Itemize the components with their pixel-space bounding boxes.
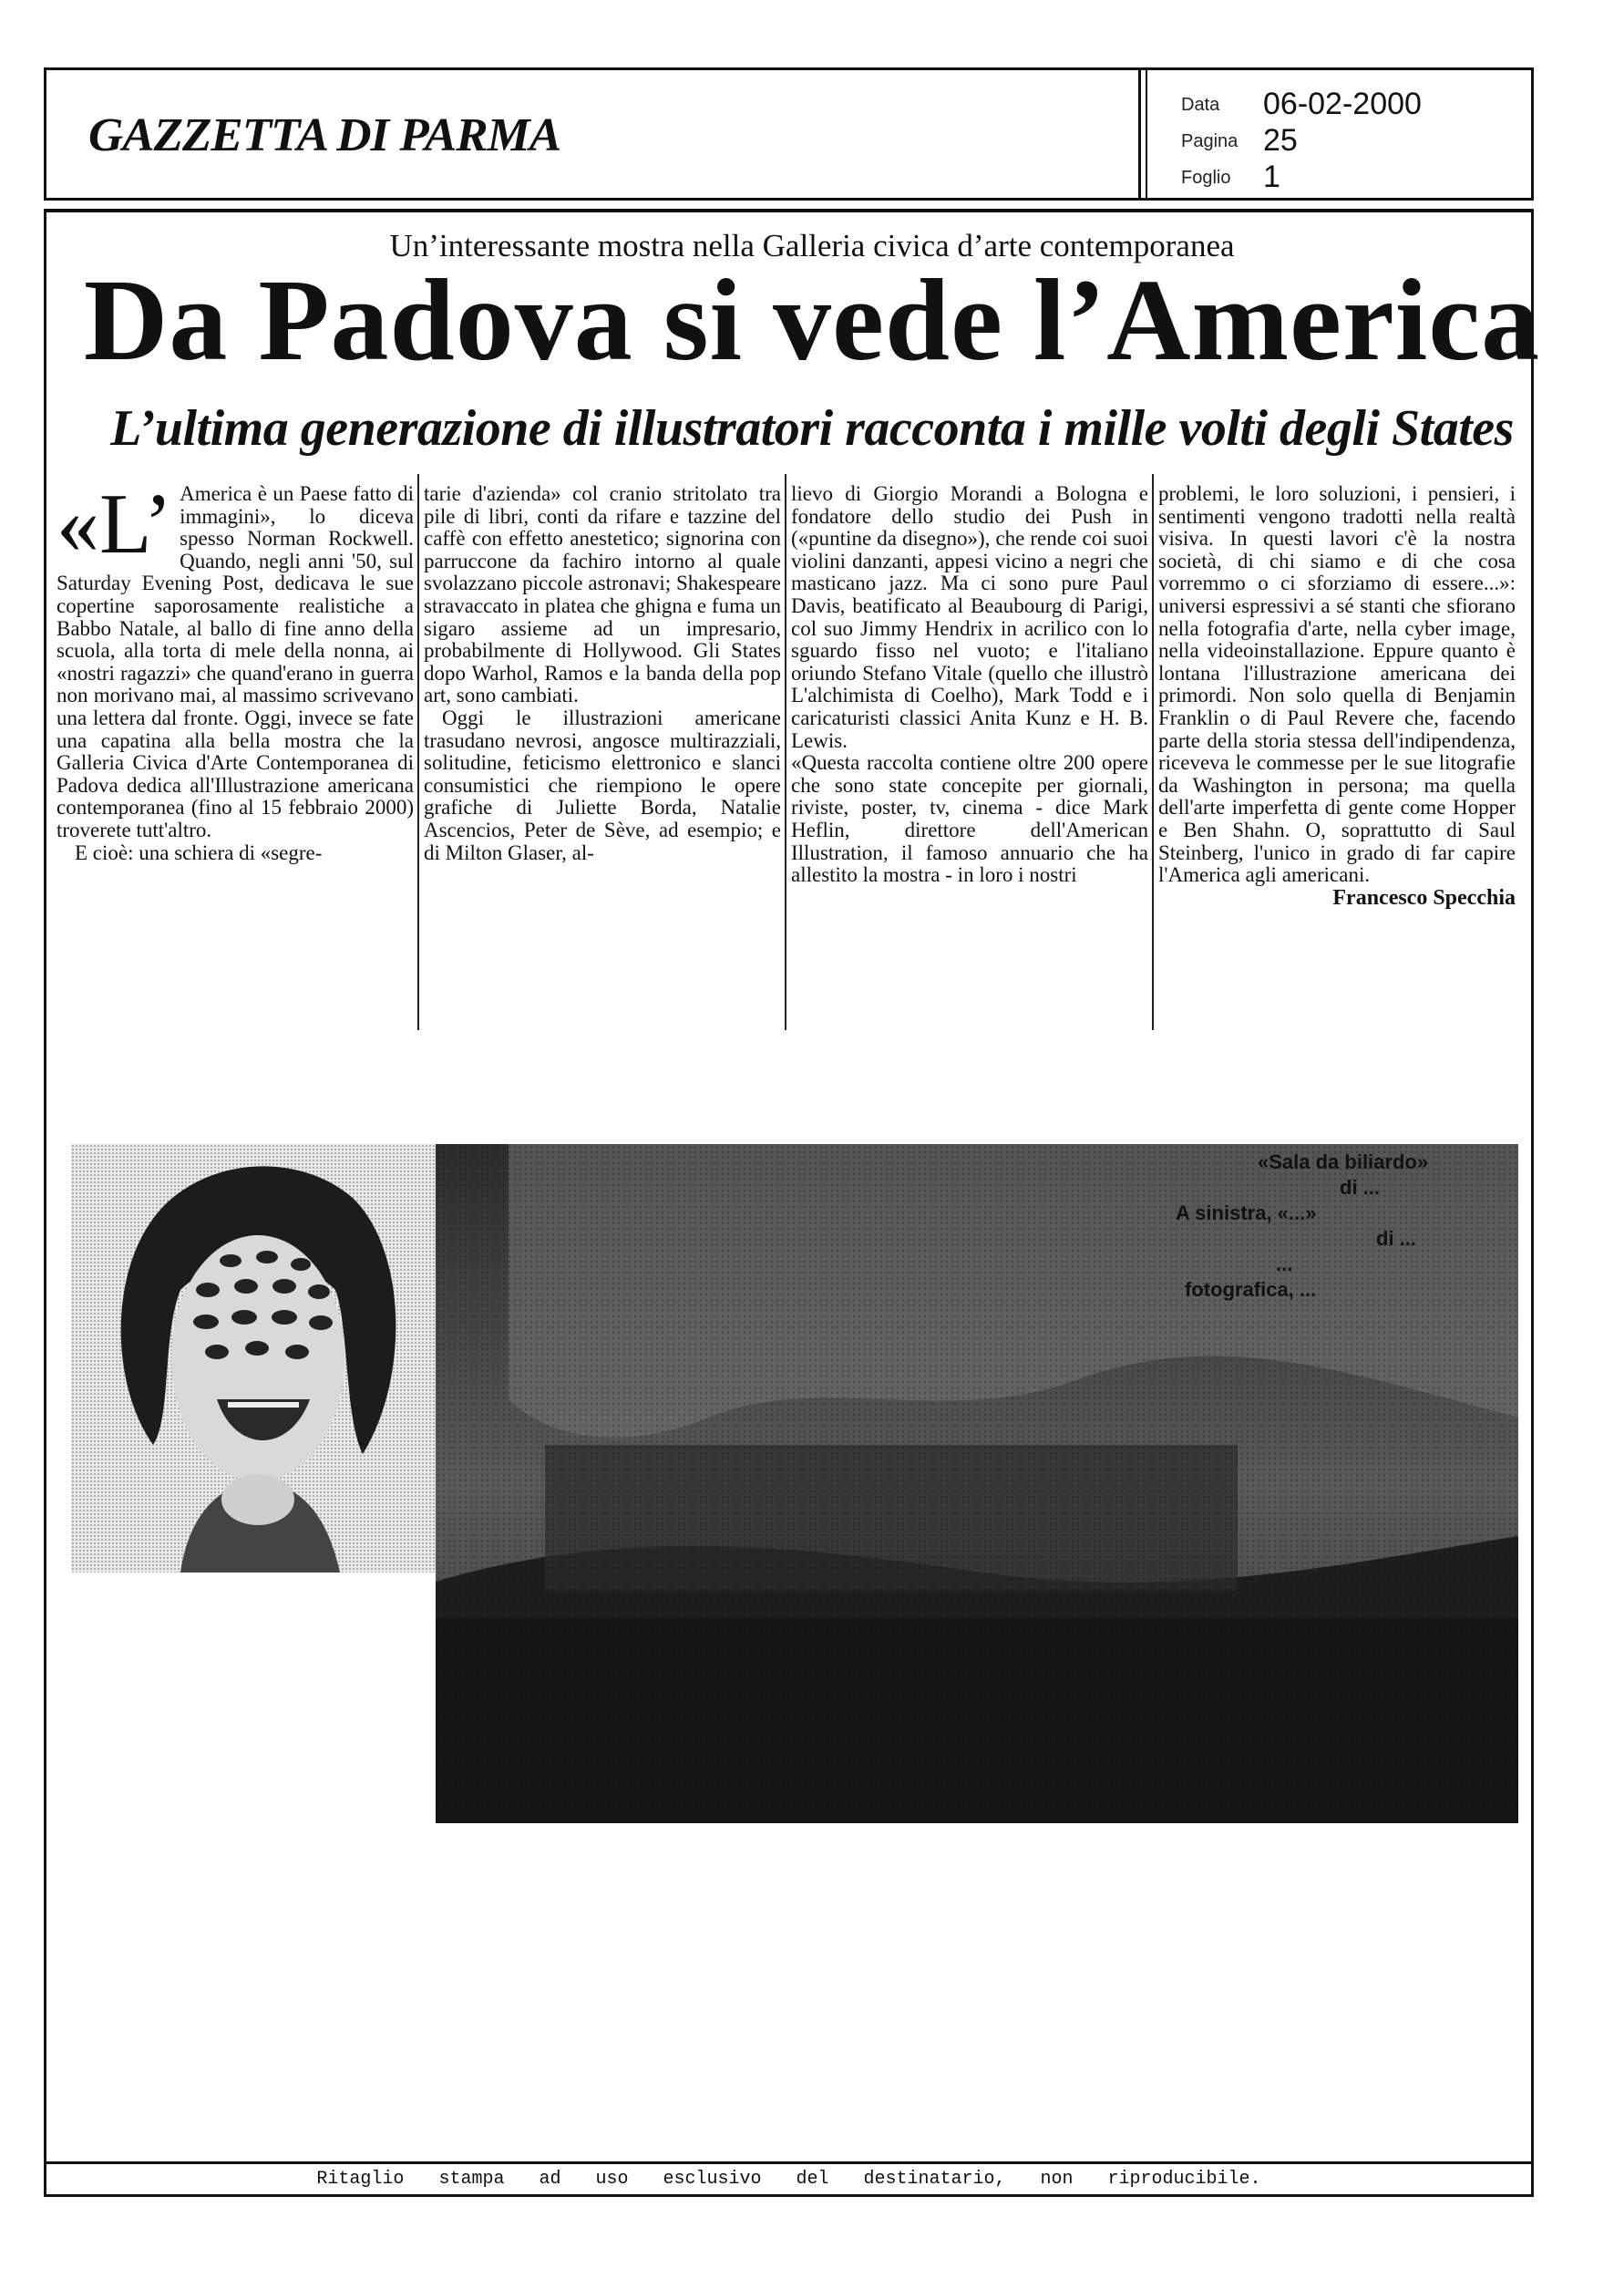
frame-left-rule [44, 209, 46, 2164]
frame-right-rule [1531, 209, 1534, 2164]
article-byline: Francesco Specchia [1332, 885, 1516, 910]
column-rule [417, 474, 419, 1030]
col3-paragraph-2: «Questa raccolta contiene oltre 200 opere che sono state concepite per giornali, riviste, poster, tv, cinema - dice Mark Heflin, direttore dell'American Illustration, il famoso annuario che ha allestito la mostra - in loro i nostri [791, 751, 1148, 887]
photo-caption-line-3: A sinistra, «...» [1176, 1201, 1317, 1224]
article-column-1 [57, 477, 414, 864]
article-column-3 [791, 483, 1148, 887]
footer-text: Ritaglio stampa ad uso esclusivo del destinatario, non riproducibile. [316, 2169, 1261, 2190]
column-rule [1152, 474, 1154, 1030]
foglio-label: Foglio [1181, 168, 1231, 188]
photo-caption-line-4: di ... [1376, 1227, 1416, 1250]
footer-disclaimer [44, 2164, 1534, 2197]
col1-paragraph-2: E cioè: una schiera di «segre- [75, 840, 323, 864]
exhibition-photo [436, 1144, 1518, 1823]
photo-caption-line-5: ... [1276, 1253, 1293, 1275]
meta-pagina-row [1181, 119, 1298, 158]
article-column-4 [1158, 483, 1516, 909]
article-kicker: Un’interessante mostra nella Galleria civica d’arte contemporanea [389, 228, 1235, 263]
header-box [44, 67, 1534, 201]
photo-caption-line-2: di ... [1340, 1176, 1380, 1199]
data-value: 06-02-2000 [1263, 87, 1422, 121]
meta-foglio-row [1181, 156, 1280, 194]
dropcap: «L’ [57, 477, 173, 572]
photo-caption-line-6: fotografica, ... [1185, 1278, 1317, 1301]
col3-paragraph-1: lievo di Giorgio Morandi a Bologna e fondatore dello studio dei Push in («puntine da disegno»), che rende coi suoi violini danzanti, appesi vicino a negri che masticano jazz. Ma ci sono pure Paul Davis, beatificato al Beaubourg di Parigi, col suo Jimmy Hendrix in acrilico con lo sguardo fisso nel vuoto; e l'italiano oriundo Stefano Vitale (quello che illustrò L'alchimista di Coelho), Mark Todd e i caricaturisti classici Anita Kunz e H. B. Lewis. [791, 482, 1148, 752]
newspaper-logo: GAZZETTA DI PARMA [88, 109, 561, 161]
article-column-2 [424, 483, 781, 864]
pagina-label: Pagina [1181, 131, 1239, 151]
data-label: Data [1181, 95, 1220, 115]
foglio-value: 1 [1263, 160, 1280, 194]
header-divider [1138, 70, 1141, 198]
col1-paragraph-1: America è un Paese fatto di immagini», lo diceva spesso Norman Rockwell. Quando, negli anni '50, sul Saturday Evening Post, dedicava le sue copertine saporosamente realistiche a Babbo Natale, al ballo di fine anno della scuola, alla torta di mele della nonna, ai «nostri ragazzi» che quand'erano in guerra non morivano mai, al massimo scrivevano una lettera dal fronte. Oggi, invece se fate una capatina alla bella mostra che la Galleria Civica d'Arte Contemporanea di Padova dedica all'Illustrazione americana contemporanea (fino al 15 febbraio 2000) troverete tutt'altro. [57, 482, 414, 841]
header-divider-inner [1146, 70, 1147, 198]
col2-paragraph-2: Oggi le illustrazioni americane trasudano nevrosi, angosce multirazziali, solitudine, feticismo elettronico e slanci consumistici che riempiono le opere grafiche di Juliette Borda, Natalie Ascencios, Peter de Sève, ad esempio; e di Milton Glaser, al- [424, 706, 781, 864]
col2-paragraph-1: tarie d'azienda» col cranio stritolato tra pile di libri, conti da rifare e tazzine del caffè con effetto anestetico; signorina con parruccone da fachiro intorno al quale svolazzano piccole astronavi; Shakespeare stravaccato in platea che ghigna e fuma un sigaro assieme ad un impresario, probabilmente di Hollywood. Gli States dopo Warhol, Ramos e la banda della pop art, sono cambiati. [424, 482, 781, 707]
col4-paragraph-1: problemi, le loro soluzioni, i pensieri, i sentimenti vengono tradotti nella realtà visiva. In questi lavori c'è la nostra società, di chi siamo e di che cosa vorremmo o ci sforziamo di essere...»: universi espressivi a sé stanti che sfiorano nella fotografia d'arte, nella cyber image, nella videoinstallazione. Eppure quanto è lontana l'illustrazione americana dei primordi. Non solo quella di Benjamin Franklin o di Paul Revere che, facendo parte della storia stessa dell'indipendenza, riceveva le commesse per le sue litografie da Washington in persona; ma quella dell'arte imperfetta di gente come Hopper e Ben Shahn. O, soprattutto di Saul Steinberg, l'unico in grado di far capire l'America agli americani. [1158, 482, 1516, 887]
frame-top-rule [44, 209, 1534, 212]
article-subhead: L’ultima generazione di illustratori racconta i mille volti degli States [110, 400, 1514, 457]
photo-caption-line-1: «Sala da biliardo» [1258, 1150, 1429, 1173]
article-headline: Da Padova si vede l’America [83, 255, 1541, 385]
pagina-value: 25 [1263, 123, 1298, 158]
illustration-photo [71, 1144, 436, 1573]
column-rule [785, 474, 786, 1030]
meta-data-row [1181, 83, 1422, 119]
